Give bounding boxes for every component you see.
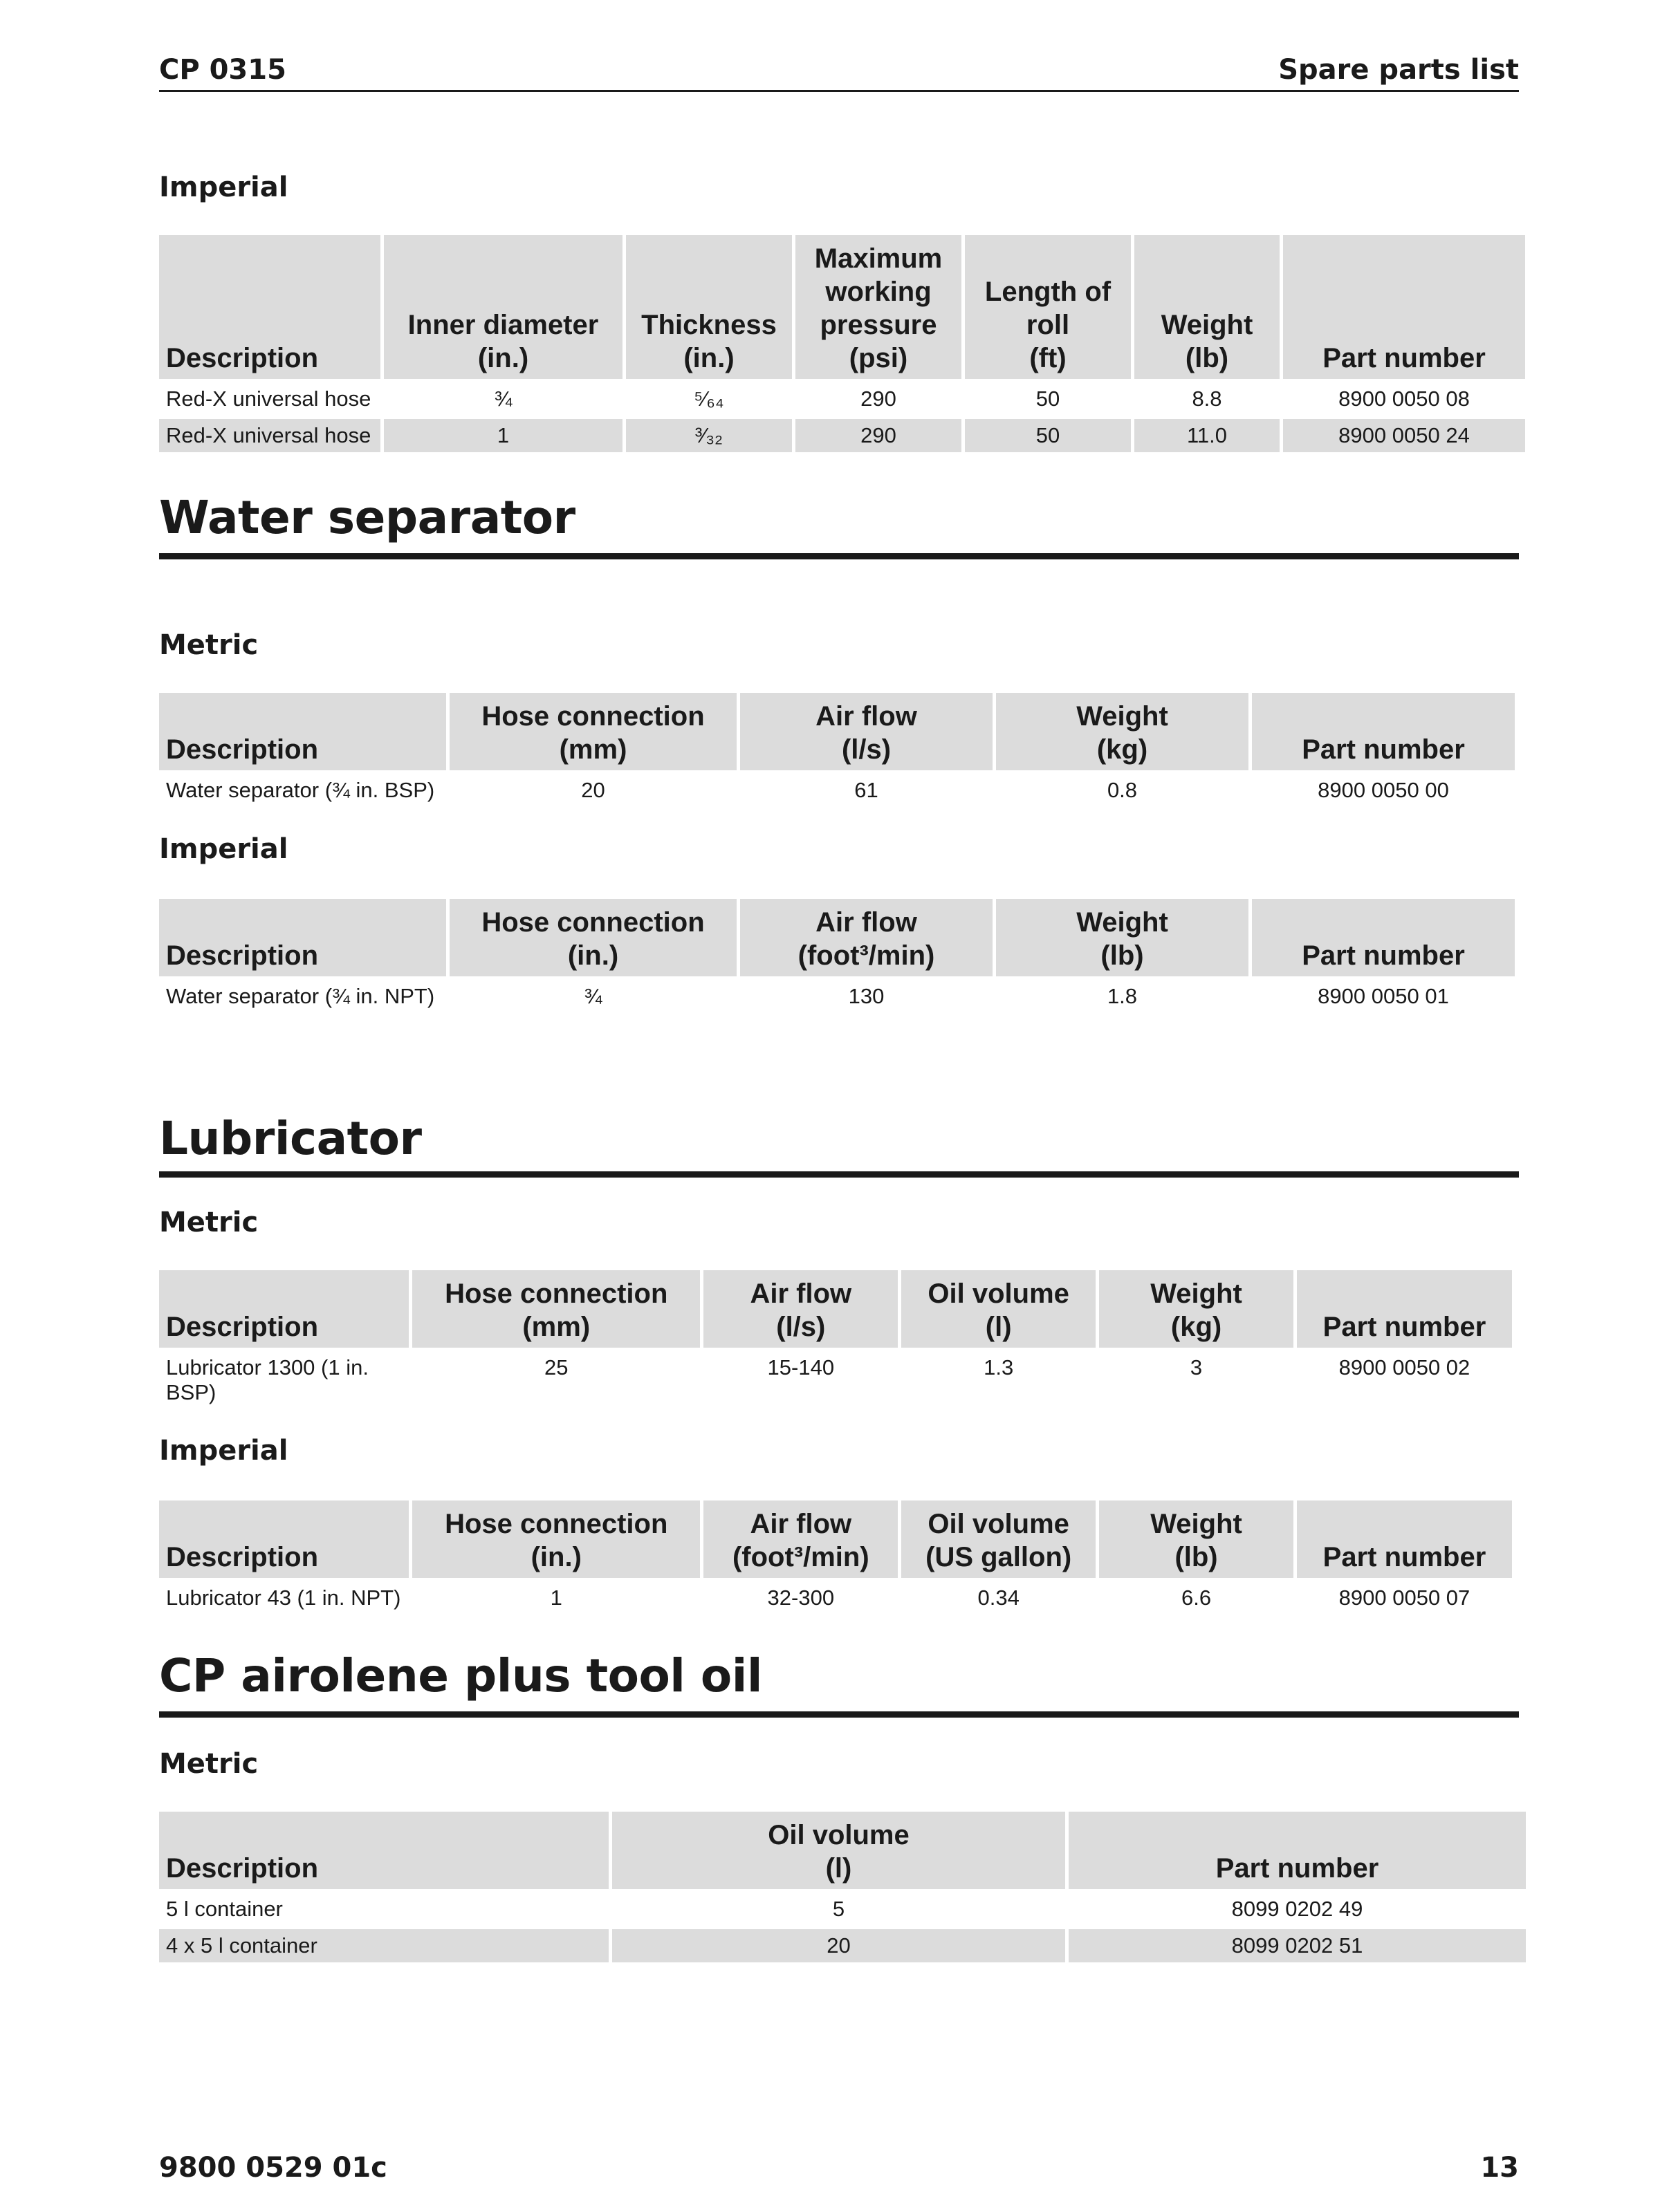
col-header-description: Description [159, 693, 446, 770]
cell-part-number: 8900 0050 01 [1318, 984, 1449, 1008]
cell-description: 5 l container [166, 1897, 283, 1921]
cell-oil-volume: 1.3 [984, 1355, 1014, 1379]
cell-length: 50 [1035, 387, 1060, 411]
cell-part-number: 8900 0050 02 [1338, 1355, 1470, 1379]
col-header-weight: Weight (kg) [996, 693, 1248, 770]
cell-part-number: 8900 0050 08 [1338, 387, 1470, 411]
lubricator-imperial-table [156, 1497, 1515, 1618]
col-header-hose-connection: Hose connection (mm) [450, 693, 737, 770]
col-header-part-number: Part number [1252, 693, 1515, 770]
col-header-thickness: Thickness (in.) [626, 235, 792, 379]
table-header-row [159, 899, 1515, 976]
oil-metric-table [156, 1808, 1529, 1966]
table-row [159, 419, 1525, 452]
col-header-air-flow: Air flow (l/s) [703, 1270, 898, 1348]
cell-pressure: 290 [795, 419, 961, 452]
cell-weight: 8.8 [1192, 387, 1222, 411]
hose-imperial-table [156, 232, 1529, 456]
col-header-description: Description [159, 235, 380, 379]
col-header-hose-connection: Hose connection (mm) [412, 1270, 700, 1348]
cell-length: 50 [965, 419, 1131, 452]
table-header-row [159, 235, 1525, 379]
oil-metric-subtitle: Metric [159, 1748, 259, 1780]
cell-inner-diameter: ¾ [494, 387, 513, 411]
water-separator-imperial-table [156, 895, 1518, 1016]
cell-hose-connection: ¾ [584, 984, 602, 1008]
cell-part-number: 8099 0202 51 [1069, 1929, 1526, 1962]
section-rule [159, 1171, 1519, 1178]
water-separator-imperial-subtitle: Imperial [159, 833, 288, 865]
col-header-hose-connection: Hose connection (in.) [412, 1500, 700, 1578]
table-header-row [159, 1812, 1526, 1889]
water-separator-metric-table [156, 689, 1518, 810]
section-rule [159, 553, 1519, 559]
col-header-description: Description [159, 899, 446, 976]
document-number: 9800 0529 01c [159, 2152, 387, 2184]
lubricator-imperial-subtitle: Imperial [159, 1435, 288, 1467]
cell-thickness: ⁵⁄₆₄ [694, 387, 724, 411]
cell-part-number: 8099 0202 49 [1231, 1897, 1363, 1921]
table-row [159, 980, 1515, 1013]
col-header-weight: Weight (lb) [996, 899, 1248, 976]
col-header-weight: Weight (kg) [1099, 1270, 1293, 1348]
col-header-oil-volume: Oil volume (l) [901, 1270, 1096, 1348]
table-row [159, 774, 1515, 807]
table-header-row [159, 1500, 1512, 1578]
cell-inner-diameter: 1 [384, 419, 622, 452]
cell-weight: 3 [1190, 1355, 1203, 1379]
cell-hose-connection: 25 [544, 1355, 569, 1379]
table-row [159, 1893, 1526, 1926]
header-rule [159, 90, 1519, 92]
table-row [159, 1351, 1512, 1409]
cell-description: 4 x 5 l container [159, 1929, 609, 1962]
col-header-part-number: Part number [1297, 1270, 1512, 1348]
cell-air-flow: 32-300 [767, 1586, 835, 1610]
table-row [159, 1929, 1526, 1962]
col-header-description: Description [159, 1812, 609, 1889]
col-header-max-pressure: Maximum working pressure (psi) [795, 235, 961, 379]
cell-hose-connection: 20 [581, 778, 605, 802]
cell-oil-volume: 5 [832, 1897, 845, 1921]
col-header-air-flow: Air flow (foot³/min) [703, 1500, 898, 1578]
doc-code: CP 0315 [159, 54, 286, 86]
cell-part-number: 8900 0050 24 [1283, 419, 1525, 452]
cell-air-flow: 15-140 [767, 1355, 835, 1379]
col-header-oil-volume: Oil volume (l) [612, 1812, 1065, 1889]
col-header-part-number: Part number [1297, 1500, 1512, 1578]
col-header-part-number: Part number [1283, 235, 1525, 379]
cell-thickness: ³⁄₃₂ [626, 419, 792, 452]
section-title-lubricator: Lubricator [159, 1112, 422, 1165]
table-row [159, 1581, 1512, 1615]
col-header-part-number: Part number [1252, 899, 1515, 976]
cell-description: Lubricator 43 (1 in. NPT) [166, 1586, 401, 1610]
water-separator-metric-subtitle: Metric [159, 629, 259, 661]
col-header-weight: Weight (lb) [1099, 1500, 1293, 1578]
cell-description: Water separator (¾ in. BSP) [166, 778, 435, 802]
lubricator-metric-table [156, 1267, 1515, 1413]
lubricator-metric-subtitle: Metric [159, 1207, 259, 1238]
table-header-row [159, 693, 1515, 770]
cell-weight: 0.8 [1107, 778, 1138, 802]
col-header-air-flow: Air flow (l/s) [740, 693, 993, 770]
col-header-length-of-roll: Length of roll (ft) [965, 235, 1131, 379]
cell-weight: 1.8 [1107, 984, 1138, 1008]
cell-air-flow: 61 [854, 778, 878, 802]
section-title-tool-oil: CP airolene plus tool oil [159, 1649, 762, 1702]
cell-description: Red-X universal hose [166, 387, 371, 411]
col-header-oil-volume: Oil volume (US gallon) [901, 1500, 1096, 1578]
col-header-weight: Weight (lb) [1134, 235, 1280, 379]
cell-weight: 6.6 [1181, 1586, 1212, 1610]
col-header-inner-diameter: Inner diameter (in.) [384, 235, 622, 379]
hose-imperial-subtitle: Imperial [159, 171, 288, 203]
col-header-hose-connection: Hose connection (in.) [450, 899, 737, 976]
col-header-description: Description [159, 1270, 409, 1348]
table-row [159, 382, 1525, 416]
col-header-air-flow: Air flow (foot³/min) [740, 899, 993, 976]
cell-oil-volume: 20 [612, 1929, 1065, 1962]
section-title-water-separator: Water separator [159, 491, 575, 544]
cell-description: Lubricator 1300 (1 in. BSP) [166, 1355, 369, 1404]
cell-part-number: 8900 0050 07 [1338, 1586, 1470, 1610]
section-rule [159, 1711, 1519, 1718]
table-header-row [159, 1270, 1512, 1348]
cell-weight: 11.0 [1134, 419, 1280, 452]
col-header-part-number: Part number [1069, 1812, 1526, 1889]
cell-description: Red-X universal hose [159, 419, 380, 452]
cell-part-number: 8900 0050 00 [1318, 778, 1449, 802]
doc-section-title: Spare parts list [1278, 54, 1519, 86]
page-number: 13 [1480, 2152, 1519, 2184]
cell-description: Water separator (¾ in. NPT) [166, 984, 435, 1008]
cell-hose-connection: 1 [550, 1586, 562, 1610]
cell-air-flow: 130 [848, 984, 885, 1008]
cell-oil-volume: 0.34 [977, 1586, 1020, 1610]
cell-pressure: 290 [860, 387, 896, 411]
col-header-description: Description [159, 1500, 409, 1578]
